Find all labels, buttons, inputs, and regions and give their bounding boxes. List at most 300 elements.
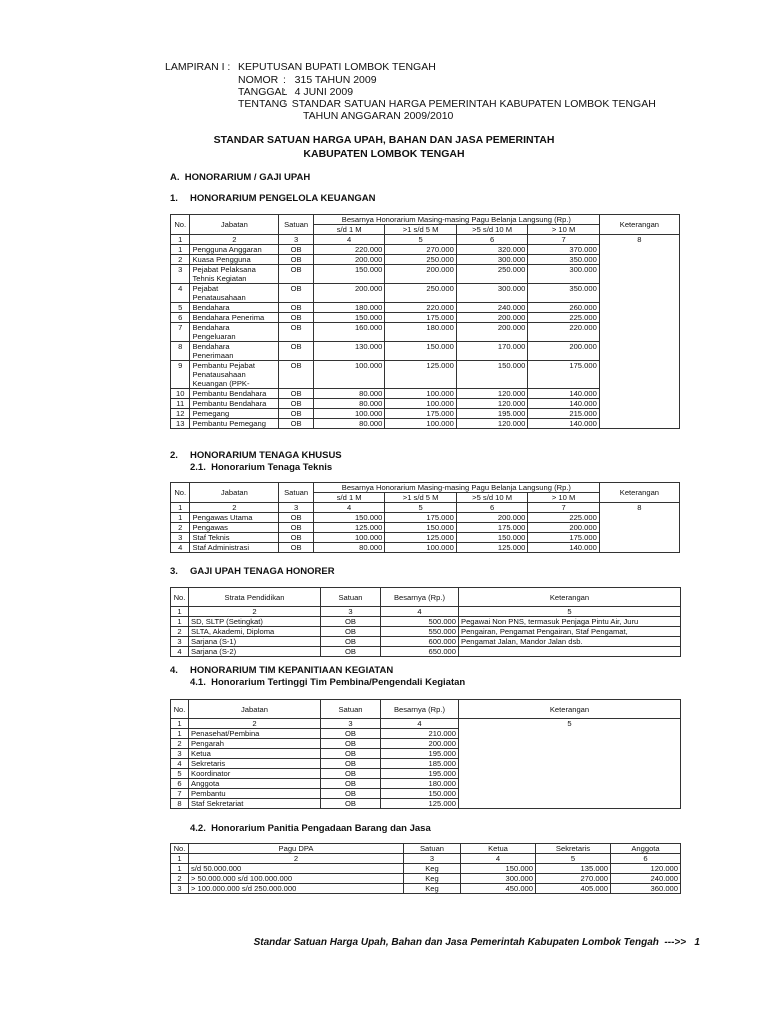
row-amount: 225.000	[528, 313, 599, 323]
idx-cell: 8	[599, 235, 679, 245]
row-amount: 125.000	[385, 533, 456, 543]
row-satuan: OB	[279, 323, 314, 342]
th-satuan: Satuan	[279, 483, 314, 503]
row-jabatan: Pejabat Penatausahaan	[190, 284, 279, 303]
row-amount: 220.000	[313, 245, 384, 255]
row-amount: 140.000	[528, 389, 599, 399]
row-jabatan: Penasehat/Pembina	[189, 729, 321, 739]
table-row	[171, 303, 680, 313]
row-strata: SLTA, Akademi, Diploma	[189, 627, 321, 637]
idx-cell: 2	[189, 607, 321, 617]
row-sekretaris: 405.000	[536, 884, 611, 894]
row-keterangan: Pegawai Non PNS, termasuk Penjaga Pintu Air, Juru	[459, 617, 681, 627]
th-besarnya: Besarnya Honorarium Masing-masing Pagu Belanja Langsung (Rp.)	[313, 215, 599, 225]
idx-cell: 1	[171, 719, 189, 729]
nomor-value: : 315 TAHUN 2009	[283, 74, 377, 86]
row-amount: 160.000	[313, 323, 384, 342]
row-amount: 195.000	[381, 749, 459, 759]
row-satuan: OB	[321, 799, 381, 809]
row-number: 3	[171, 265, 190, 284]
table-row	[171, 789, 681, 799]
row-keterangan	[459, 799, 681, 809]
row-satuan: OB	[321, 769, 381, 779]
row-number: 10	[171, 389, 190, 399]
table-row	[171, 255, 680, 265]
s3-title: GAJI UPAH TENAGA HONORER	[190, 566, 335, 577]
table-row	[171, 617, 681, 627]
row-amount: 150.000	[381, 789, 459, 799]
table-row	[171, 523, 680, 533]
row-amount: 150.000	[456, 533, 527, 543]
row-keterangan	[459, 729, 681, 739]
row-amount: 100.000	[313, 409, 384, 419]
row-strata: Sarjana (S-1)	[189, 637, 321, 647]
row-number: 2	[171, 739, 189, 749]
s3-number: 3.	[170, 566, 178, 577]
th-keterangan: Keterangan	[459, 700, 681, 719]
row-amount: 200.000	[385, 265, 456, 284]
s4-title: HONORARIUM TIM KEPANITIAAN KEGIATAN	[190, 665, 394, 676]
row-jabatan: Pejabat Pelaksana Tehnis Kegiatan	[190, 265, 279, 284]
row-amount: 175.000	[528, 361, 599, 389]
row-amount: 260.000	[528, 303, 599, 313]
table-row	[171, 759, 681, 769]
row-satuan: OB	[279, 342, 314, 361]
row-satuan: OB	[321, 617, 381, 627]
row-amount: 210.000	[381, 729, 459, 739]
th-no: No.	[171, 215, 190, 235]
table-row	[171, 864, 681, 874]
page-title-line2: KABUPATEN LOMBOK TENGAH	[303, 148, 465, 160]
row-sekretaris: 135.000	[536, 864, 611, 874]
row-amount: 550.000	[381, 627, 459, 637]
idx-cell: 1	[171, 854, 189, 864]
row-number: 2	[171, 874, 189, 884]
nomor-label: NOMOR	[238, 74, 279, 86]
row-keterangan	[599, 361, 679, 389]
row-satuan: OB	[279, 389, 314, 399]
th-jabatan: Jabatan	[190, 483, 279, 503]
row-amount: 130.000	[313, 342, 384, 361]
tanggal-value: : 4 JUNI 2009	[283, 86, 354, 98]
row-satuan: OB	[321, 637, 381, 647]
row-amount: 200.000	[456, 513, 527, 523]
row-amount: 350.000	[528, 255, 599, 265]
row-amount: 150.000	[456, 361, 527, 389]
row-keterangan	[599, 284, 679, 303]
row-amount: 80.000	[313, 399, 384, 409]
row-amount: 100.000	[385, 389, 456, 399]
row-number: 8	[171, 799, 189, 809]
th-no: No.	[171, 483, 190, 503]
table-row	[171, 265, 680, 284]
row-amount: 125.000	[456, 543, 527, 553]
row-keterangan	[599, 533, 679, 543]
row-number: 1	[171, 864, 189, 874]
th-besarnya: Besarnya Honorarium Masing-masing Pagu Belanja Langsung (Rp.)	[313, 483, 599, 493]
idx-cell: 6	[456, 503, 527, 513]
table-row	[171, 399, 680, 409]
th-sub: > 10 M	[528, 225, 599, 235]
row-ketua: 450.000	[461, 884, 536, 894]
lampiran-label: LAMPIRAN I :	[165, 61, 231, 73]
row-jabatan: Bendahara	[190, 303, 279, 313]
table-tim-pembina	[170, 699, 681, 809]
th-no: No.	[171, 844, 189, 854]
table-row	[171, 884, 681, 894]
th-besarnya: Besarnya (Rp.)	[381, 700, 459, 719]
idx-cell: 4	[381, 607, 459, 617]
row-number: 7	[171, 789, 189, 799]
table-row	[171, 769, 681, 779]
row-amount: 120.000	[456, 399, 527, 409]
row-amount: 100.000	[313, 361, 384, 389]
index-row	[171, 607, 681, 617]
th-sub: s/d 1 M	[313, 493, 384, 503]
row-amount: 100.000	[385, 399, 456, 409]
row-amount: 250.000	[385, 284, 456, 303]
row-number: 4	[171, 647, 189, 657]
row-pagu: > 50.000.000 s/d 100.000.000	[189, 874, 404, 884]
row-keterangan	[599, 255, 679, 265]
page-footer: Standar Satuan Harga Upah, Bahan dan Jasa Pemerintah Kabupaten Lombok Tengah --->> 1	[253, 937, 700, 948]
row-number: 11	[171, 399, 190, 409]
table-row	[171, 513, 680, 523]
row-amount: 140.000	[528, 543, 599, 553]
row-amount: 80.000	[313, 543, 384, 553]
row-strata: Sarjana (S-2)	[189, 647, 321, 657]
table-row	[171, 543, 680, 553]
row-amount: 300.000	[456, 284, 527, 303]
tentang-label: TENTANG	[238, 98, 288, 110]
row-amount: 80.000	[313, 419, 384, 429]
row-amount: 215.000	[528, 409, 599, 419]
row-amount: 180.000	[313, 303, 384, 313]
row-keterangan	[459, 759, 681, 769]
idx-cell: 5	[459, 719, 681, 729]
row-keterangan	[459, 739, 681, 749]
row-amount: 175.000	[456, 523, 527, 533]
row-jabatan: Anggota	[189, 779, 321, 789]
row-amount: 250.000	[456, 265, 527, 284]
row-amount: 200.000	[528, 523, 599, 533]
table-row	[171, 409, 680, 419]
row-amount: 150.000	[313, 265, 384, 284]
row-keterangan	[459, 789, 681, 799]
row-amount: 300.000	[528, 265, 599, 284]
idx-cell: 8	[599, 503, 679, 513]
row-satuan: OB	[279, 419, 314, 429]
row-number: 1	[171, 729, 189, 739]
row-sekretaris: 270.000	[536, 874, 611, 884]
idx-cell: 4	[313, 235, 384, 245]
row-satuan: Keg	[404, 874, 461, 884]
row-amount: 220.000	[385, 303, 456, 313]
table-row	[171, 749, 681, 759]
row-amount: 185.000	[381, 759, 459, 769]
row-amount: 220.000	[528, 323, 599, 342]
row-keterangan	[599, 245, 679, 255]
row-number: 3	[171, 884, 189, 894]
row-strata: SD, SLTP (Setingkat)	[189, 617, 321, 627]
row-amount: 150.000	[385, 342, 456, 361]
row-jabatan: Pembantu	[189, 789, 321, 799]
row-number: 12	[171, 409, 190, 419]
row-satuan: OB	[321, 729, 381, 739]
row-amount: 240.000	[456, 303, 527, 313]
row-amount: 270.000	[385, 245, 456, 255]
row-satuan: OB	[279, 284, 314, 303]
row-number: 2	[171, 255, 190, 265]
idx-cell: 7	[528, 235, 599, 245]
row-pagu: s/d 50.000.000	[189, 864, 404, 874]
s4-number: 4.	[170, 665, 178, 676]
row-amount: 100.000	[385, 419, 456, 429]
row-satuan: OB	[279, 409, 314, 419]
row-number: 8	[171, 342, 190, 361]
s2-title: HONORARIUM TENAGA KHUSUS	[190, 450, 342, 461]
row-jabatan: Pengarah	[189, 739, 321, 749]
row-number: 1	[171, 617, 189, 627]
row-keterangan: Pengamat Jalan, Mandor Jalan dsb.	[459, 637, 681, 647]
row-anggota: 120.000	[611, 864, 681, 874]
row-jabatan: Pemegang	[190, 409, 279, 419]
idx-cell: 3	[279, 503, 314, 513]
table-row	[171, 739, 681, 749]
row-keterangan	[599, 523, 679, 533]
idx-cell: 2	[190, 503, 279, 513]
table-row	[171, 361, 680, 389]
s4-subtitle: 4.1. Honorarium Tertinggi Tim Pembina/Pengendali Kegiatan	[190, 677, 466, 688]
row-satuan: OB	[279, 523, 314, 533]
section-a-heading: A. HONORARIUM / GAJI UPAH	[170, 172, 311, 183]
row-amount: 200.000	[381, 739, 459, 749]
idx-cell: 4	[313, 503, 384, 513]
row-keterangan	[599, 399, 679, 409]
table-row	[171, 874, 681, 884]
index-row	[171, 503, 680, 513]
index-row	[171, 854, 681, 864]
row-amount: 600.000	[381, 637, 459, 647]
row-jabatan: Kuasa Pengguna	[190, 255, 279, 265]
row-satuan: OB	[279, 313, 314, 323]
idx-cell: 1	[171, 503, 190, 513]
row-jabatan: Bendahara Pengeluaran	[190, 323, 279, 342]
row-satuan: OB	[321, 789, 381, 799]
th-satuan: Satuan	[279, 215, 314, 235]
table-row	[171, 729, 681, 739]
row-satuan: OB	[321, 627, 381, 637]
row-amount: 250.000	[385, 255, 456, 265]
s2-number: 2.	[170, 450, 178, 461]
row-amount: 500.000	[381, 617, 459, 627]
idx-cell: 1	[171, 607, 189, 617]
row-amount: 350.000	[528, 284, 599, 303]
row-satuan: OB	[279, 265, 314, 284]
row-jabatan: Sekretaris	[189, 759, 321, 769]
row-number: 4	[171, 759, 189, 769]
row-jabatan: Pembantu Bendahara	[190, 399, 279, 409]
table-row	[171, 419, 680, 429]
row-jabatan: Staf Sekretariat	[189, 799, 321, 809]
row-number: 1	[171, 245, 190, 255]
row-satuan: OB	[279, 513, 314, 523]
table-row	[171, 313, 680, 323]
row-jabatan: Pengawas	[190, 523, 279, 533]
table-tenaga-honorer	[170, 587, 681, 657]
row-number: 4	[171, 284, 190, 303]
row-keterangan	[599, 543, 679, 553]
table-row	[171, 533, 680, 543]
th-keterangan: Keterangan	[599, 215, 679, 235]
th-keterangan: Keterangan	[459, 588, 681, 607]
row-ketua: 300.000	[461, 874, 536, 884]
row-keterangan	[599, 389, 679, 399]
tentang-value-2: TAHUN ANGGARAN 2009/2010	[303, 110, 454, 122]
row-jabatan: Koordinator	[189, 769, 321, 779]
th-sub: >5 s/d 10 M	[456, 225, 527, 235]
row-amount: 175.000	[385, 409, 456, 419]
tentang-value: : STANDAR SATUAN HARGA PEMERINTAH KABUPATEN LOMBOK TENGAH	[283, 98, 656, 110]
row-amount: 125.000	[381, 799, 459, 809]
row-satuan: OB	[279, 361, 314, 389]
row-amount: 200.000	[313, 255, 384, 265]
th-sub: >5 s/d 10 M	[456, 493, 527, 503]
th-anggota: Anggota	[611, 844, 681, 854]
row-satuan: OB	[279, 543, 314, 553]
th-satuan: Satuan	[321, 700, 381, 719]
row-number: 2	[171, 627, 189, 637]
s2-subtitle: 2.1. Honorarium Tenaga Teknis	[190, 462, 333, 473]
th-jabatan: Jabatan	[190, 215, 279, 235]
th-no: No.	[171, 700, 189, 719]
idx-cell: 5	[385, 235, 456, 245]
row-number: 9	[171, 361, 190, 389]
decree-title: KEPUTUSAN BUPATI LOMBOK TENGAH	[238, 61, 436, 73]
row-keterangan	[459, 749, 681, 759]
row-keterangan	[599, 419, 679, 429]
idx-cell: 3	[321, 719, 381, 729]
row-amount: 100.000	[385, 543, 456, 553]
row-jabatan: Pengguna Anggaran	[190, 245, 279, 255]
row-amount: 120.000	[456, 419, 527, 429]
row-amount: 150.000	[313, 513, 384, 523]
row-amount: 370.000	[528, 245, 599, 255]
row-anggota: 240.000	[611, 874, 681, 884]
row-jabatan: Ketua	[189, 749, 321, 759]
row-number: 5	[171, 769, 189, 779]
row-keterangan	[459, 769, 681, 779]
th-sub: s/d 1 M	[313, 225, 384, 235]
row-keterangan	[599, 303, 679, 313]
row-number: 7	[171, 323, 190, 342]
row-number: 6	[171, 313, 190, 323]
row-amount: 300.000	[456, 255, 527, 265]
table-row	[171, 389, 680, 399]
row-anggota: 360.000	[611, 884, 681, 894]
row-satuan: OB	[321, 749, 381, 759]
th-besarnya: Besarnya (Rp.)	[381, 588, 459, 607]
table-tenaga-teknis	[170, 482, 680, 553]
row-amount: 225.000	[528, 513, 599, 523]
row-jabatan: Pembantu Bendahara	[190, 389, 279, 399]
row-satuan: OB	[321, 739, 381, 749]
idx-cell: 5	[385, 503, 456, 513]
idx-cell: 3	[279, 235, 314, 245]
row-jabatan: Pembantu Pejabat Penatausahaan Keuangan (PPK-	[190, 361, 279, 389]
row-keterangan	[599, 513, 679, 523]
row-amount: 175.000	[385, 513, 456, 523]
table-row	[171, 779, 681, 789]
row-amount: 80.000	[313, 389, 384, 399]
row-amount: 195.000	[381, 769, 459, 779]
row-number: 3	[171, 637, 189, 647]
th-keterangan: Keterangan	[599, 483, 679, 503]
idx-cell: 2	[189, 719, 321, 729]
idx-cell: 7	[528, 503, 599, 513]
row-amount: 170.000	[456, 342, 527, 361]
row-keterangan	[459, 779, 681, 789]
row-amount: 120.000	[456, 389, 527, 399]
row-satuan: OB	[279, 399, 314, 409]
th-sub: >1 s/d 5 M	[385, 225, 456, 235]
row-amount: 195.000	[456, 409, 527, 419]
row-amount: 140.000	[528, 399, 599, 409]
row-number: 5	[171, 303, 190, 313]
row-number: 3	[171, 749, 189, 759]
row-amount: 125.000	[385, 361, 456, 389]
row-amount: 320.000	[456, 245, 527, 255]
table-row	[171, 342, 680, 361]
th-satuan: Satuan	[321, 588, 381, 607]
row-number: 1	[171, 513, 190, 523]
row-satuan: Keg	[404, 864, 461, 874]
row-amount: 100.000	[313, 533, 384, 543]
row-amount: 175.000	[528, 533, 599, 543]
row-jabatan: Bendahara Penerima	[190, 313, 279, 323]
row-jabatan: Pengawas Utama	[190, 513, 279, 523]
table-row	[171, 284, 680, 303]
row-number: 3	[171, 533, 190, 543]
row-satuan: OB	[321, 759, 381, 769]
row-amount: 150.000	[313, 313, 384, 323]
row-amount: 200.000	[313, 284, 384, 303]
row-keterangan: Pengairan, Pengamat Pengairan, Staf Pengamat,	[459, 627, 681, 637]
table-row	[171, 627, 681, 637]
idx-cell: 6	[456, 235, 527, 245]
page-title-line1: STANDAR SATUAN HARGA UPAH, BAHAN DAN JASA PEMERINTAH	[213, 134, 555, 146]
s1-number: 1.	[170, 193, 178, 204]
s1-title: HONORARIUM PENGELOLA KEUANGAN	[190, 193, 376, 204]
row-amount: 125.000	[313, 523, 384, 533]
row-amount: 650.000	[381, 647, 459, 657]
row-jabatan: Staf Administrasi	[190, 543, 279, 553]
row-keterangan	[459, 647, 681, 657]
idx-cell: 2	[190, 235, 279, 245]
th-jabatan: Jabatan	[189, 700, 321, 719]
row-keterangan	[599, 313, 679, 323]
row-amount: 200.000	[456, 323, 527, 342]
tanggal-label: TANGGAL	[238, 86, 288, 98]
row-satuan: OB	[321, 647, 381, 657]
row-satuan: OB	[279, 533, 314, 543]
index-row	[171, 235, 680, 245]
row-number: 2	[171, 523, 190, 533]
row-satuan: OB	[279, 245, 314, 255]
row-amount: 200.000	[528, 342, 599, 361]
row-keterangan	[599, 323, 679, 342]
idx-cell: 4	[381, 719, 459, 729]
